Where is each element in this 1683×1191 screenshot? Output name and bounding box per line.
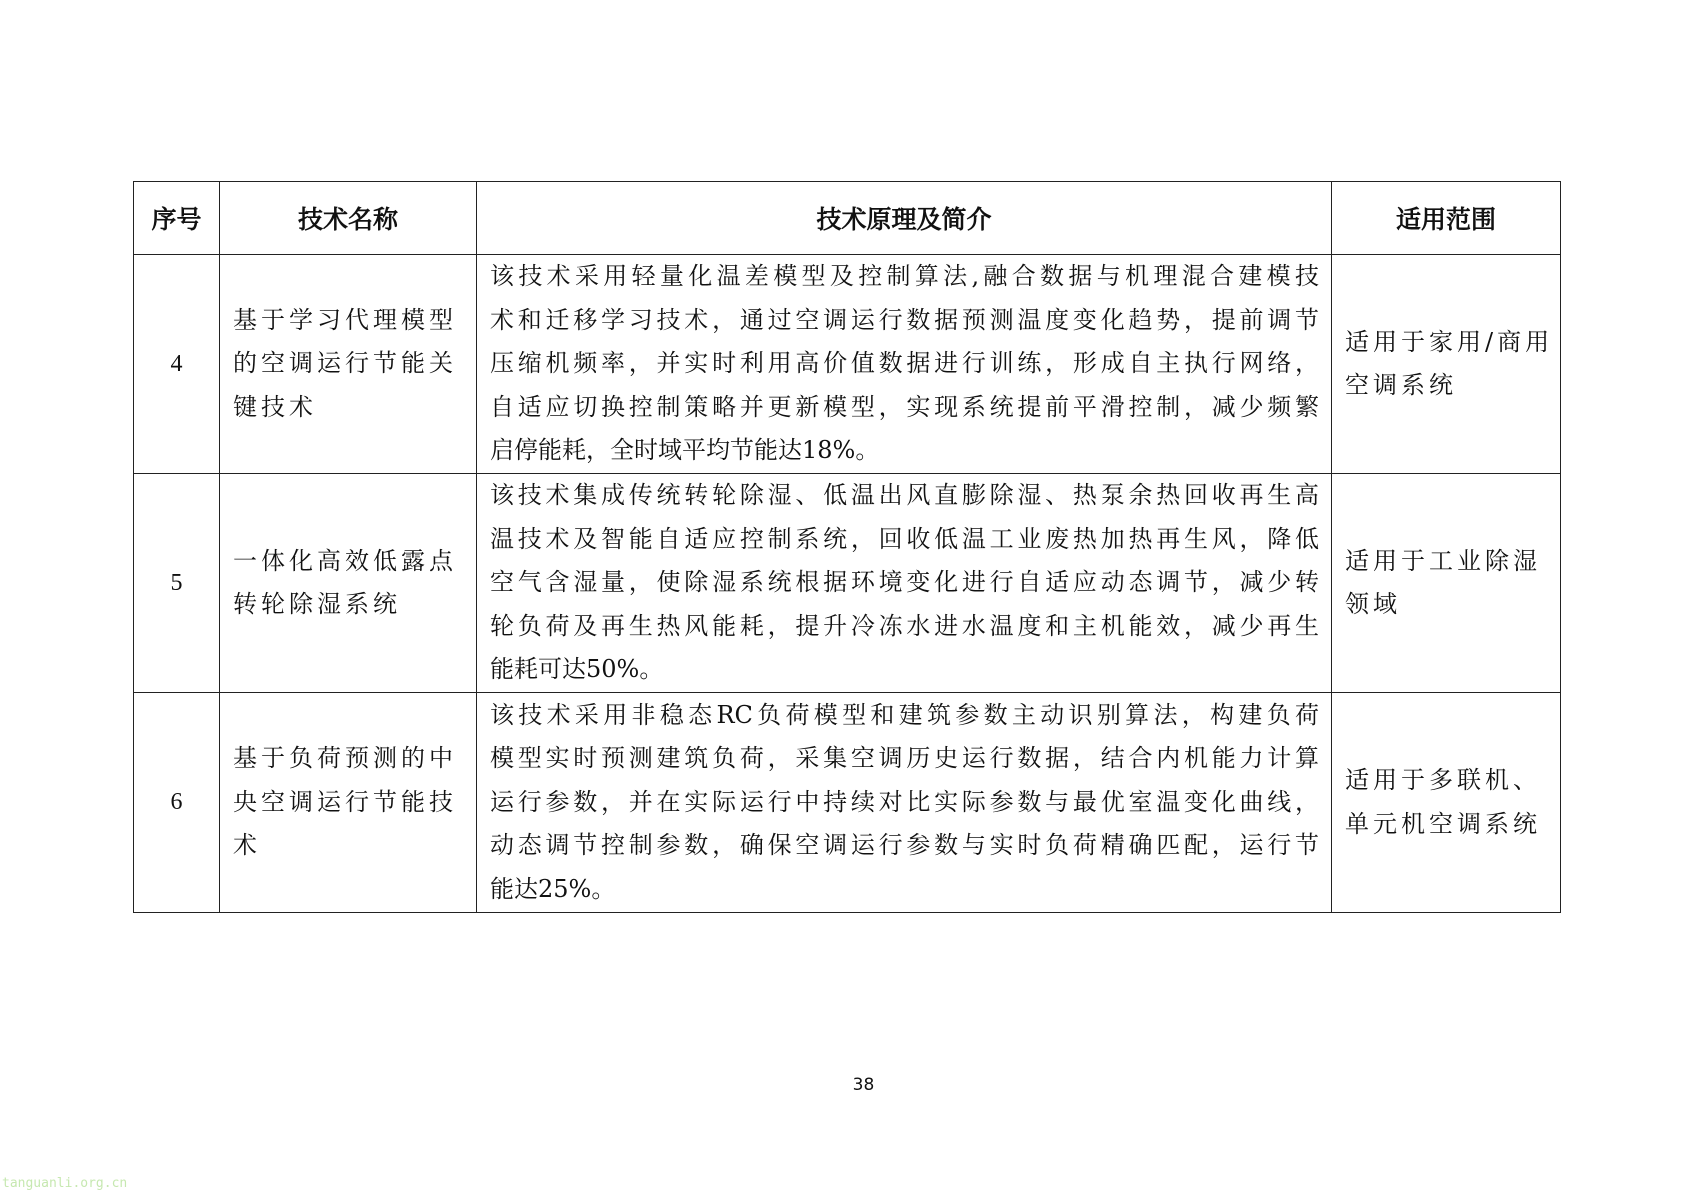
text-line: 键技术 <box>233 392 317 421</box>
text-line: 该技术采用轻量化温差模型及控制算法,融合数据与机理混合建模技 <box>490 262 1319 291</box>
text-line: 术 <box>233 831 261 860</box>
text-line: 该技术集成传统转轮除湿、低温出风直膨除湿、热泵余热回收再生高 <box>490 481 1319 510</box>
text-line: 空气含湿量，使除湿系统根据环境变化进行自适应动态调节，减少转 <box>490 568 1319 597</box>
text-line: 央空调运行节能技 <box>233 787 457 816</box>
text-line: 适用于家用/商用 <box>1345 327 1554 356</box>
scope-cell <box>1332 474 1561 693</box>
text-line: 领域 <box>1345 590 1401 618</box>
text-line: 温技术及智能自适应控制系统，回收低温工业废热加热再生风，降低 <box>490 524 1319 553</box>
table-header-row <box>134 182 1561 255</box>
text-line: 自适应切换控制策略并更新模型，实现系统提前平滑控制，减少频繁 <box>490 392 1319 421</box>
scope-cell <box>1332 255 1561 474</box>
tech-name-cell <box>220 693 477 913</box>
row-number: 6 <box>134 693 220 913</box>
tech-name-cell <box>220 474 477 693</box>
technology-table <box>133 181 1561 913</box>
text-line: 空调系统 <box>1345 371 1457 399</box>
principle-cell <box>477 255 1332 474</box>
text-line: 能达25%。 <box>490 874 616 903</box>
table-row <box>134 474 1561 693</box>
text-line: 运行参数，并在实际运行中持续对比实际参数与最优室温变化曲线， <box>490 787 1319 816</box>
tech-name-cell <box>220 255 477 474</box>
header-scope: 适用范围 <box>1332 182 1561 255</box>
text-line: 该技术采用非稳态RC负荷模型和建筑参数主动识别算法，构建负荷 <box>490 700 1319 729</box>
header-principle: 技术原理及简介 <box>477 182 1332 255</box>
text-line: 术和迁移学习技术，通过空调运行数据预测温度变化趋势，提前调节 <box>490 305 1319 334</box>
text-line: 转轮除湿系统 <box>233 590 401 618</box>
text-line: 动态调节控制参数，确保空调运行参数与实时负荷精确匹配，运行节 <box>490 831 1319 860</box>
row-number: 5 <box>134 474 220 693</box>
table-row <box>134 693 1561 913</box>
table-row <box>134 255 1561 474</box>
row-number: 4 <box>134 255 220 474</box>
text-line: 压缩机频率，并实时利用高价值数据进行训练，形成自主执行网络， <box>490 349 1319 378</box>
watermark: tanguanli.org.cn <box>2 1176 128 1191</box>
text-line: 轮负荷及再生热风能耗，提升冷冻水进水温度和主机能效，减少再生 <box>490 611 1319 640</box>
text-line: 模型实时预测建筑负荷，采集空调历史运行数据，结合内机能力计算 <box>490 744 1319 773</box>
text-line: 适用于多联机、 <box>1345 766 1541 794</box>
header-number: 序号 <box>134 182 220 255</box>
scope-cell <box>1332 693 1561 913</box>
text-line: 的空调运行节能关 <box>233 349 457 378</box>
text-line: 单元机空调系统 <box>1345 809 1541 838</box>
text-line: 一体化高效低露点 <box>233 546 457 575</box>
text-line: 基于负荷预测的中 <box>233 744 457 773</box>
text-line: 启停能耗，全时域平均节能达18%。 <box>490 436 880 465</box>
text-line: 基于学习代理模型 <box>233 305 457 334</box>
principle-cell <box>477 693 1332 913</box>
text-line: 能耗可达50%。 <box>490 655 664 684</box>
principle-cell <box>477 474 1332 693</box>
page-number: 38 <box>852 1075 875 1095</box>
header-tech-name: 技术名称 <box>220 182 477 255</box>
text-line: 适用于工业除湿 <box>1345 546 1541 575</box>
